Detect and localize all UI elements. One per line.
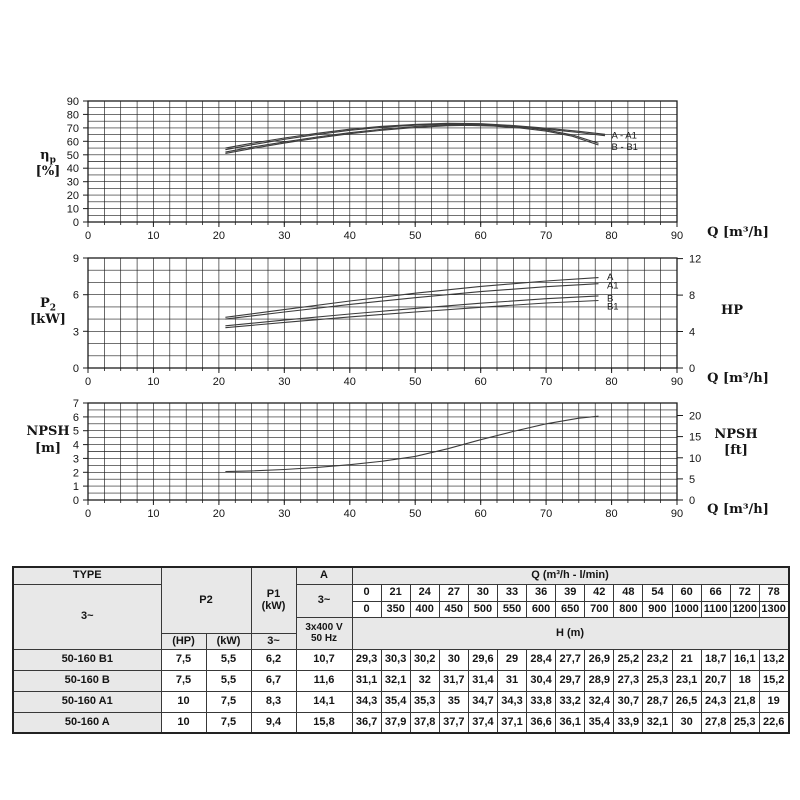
h-value-cell: 15,2: [759, 670, 788, 691]
h-value-cell: 35,4: [585, 712, 614, 733]
q-lmin-value: 600: [527, 601, 556, 617]
q-lmin-value: 500: [468, 601, 497, 617]
amp-cell: 14,1: [296, 691, 352, 712]
p2-axis-label: $P_2$: [39, 296, 57, 314]
svg-text:80: 80: [605, 376, 618, 388]
voltage-label: 3x400 V 50 Hz: [296, 617, 352, 649]
q-lmin-value: 900: [643, 601, 672, 617]
q-m3h-value: 72: [730, 584, 759, 601]
h-value-cell: 33,2: [556, 691, 585, 712]
q-m3h-value: 30: [468, 584, 497, 601]
h-value-cell: 34,3: [497, 691, 526, 712]
svg-text:50: 50: [409, 230, 422, 242]
h-value-cell: 27,7: [556, 649, 585, 670]
table-row: [13, 649, 789, 670]
p1-kw-cell: 6,2: [251, 649, 296, 670]
q-lmin-value: 550: [497, 601, 526, 617]
q-lmin-value: 1100: [701, 601, 730, 617]
amp-cell: 11,6: [296, 670, 352, 691]
svg-text:8: 8: [689, 290, 696, 303]
svg-text:20: 20: [689, 410, 702, 423]
q-m3h-value: 21: [381, 584, 410, 601]
h-value-cell: 31,7: [439, 670, 468, 691]
h-value-cell: 29,3: [352, 649, 381, 670]
svg-text:80: 80: [605, 230, 618, 242]
npsh-ft-axis-unit: [ft]: [724, 443, 748, 458]
h-value-cell: 35: [439, 691, 468, 712]
svg-text:90: 90: [670, 230, 684, 242]
p1-phase-label: 3~: [251, 633, 296, 649]
svg-text:10: 10: [147, 376, 160, 388]
q-m3h-value: 24: [410, 584, 439, 601]
h-value-cell: 35,3: [410, 691, 439, 712]
h-value-cell: 22,6: [759, 712, 788, 733]
h-value-cell: 33,9: [614, 712, 643, 733]
curve-label-B1: B1: [606, 301, 619, 313]
curve-label-A: A - A1: [611, 130, 637, 142]
h-value-cell: 29,7: [556, 670, 585, 691]
h-value-cell: 30: [439, 649, 468, 670]
p2-kw-cell: 5,5: [206, 670, 251, 691]
h-value-cell: 34,7: [468, 691, 497, 712]
svg-text:30: 30: [278, 230, 291, 242]
flow-axis-label-1: Q [m³/h]: [707, 225, 769, 240]
curve-NPSH: [225, 416, 598, 471]
svg-text:70: 70: [539, 376, 553, 388]
h-value-cell: 21,8: [730, 691, 759, 712]
h-value-cell: 37,9: [381, 712, 410, 733]
q-m3h-value: 48: [614, 584, 643, 601]
q-lmin-value: 0: [352, 601, 381, 617]
svg-text:6: 6: [72, 411, 79, 424]
h-value-cell: 30: [672, 712, 701, 733]
svg-text:0: 0: [689, 495, 696, 507]
svg-text:0: 0: [84, 508, 92, 520]
curve-label-B: B: [606, 293, 614, 305]
svg-text:3: 3: [72, 326, 79, 339]
svg-text:0: 0: [84, 230, 92, 242]
q-m3h-value: 78: [759, 584, 788, 601]
curve-A1: [225, 284, 598, 319]
p2-kw-cell: 7,5: [206, 691, 251, 712]
q-lmin-value: 1300: [759, 601, 788, 617]
svg-text:4: 4: [689, 326, 696, 339]
curve-A: [225, 278, 598, 318]
table-row: [13, 691, 789, 712]
h-value-cell: 19: [759, 691, 788, 712]
svg-text:6: 6: [72, 289, 79, 302]
phase-label: 3~: [13, 584, 161, 649]
svg-text:0: 0: [84, 376, 92, 388]
amp-phase-label: 3~: [296, 584, 352, 617]
q-m3h-value: 36: [527, 584, 556, 601]
curve-label-B: B - B1: [611, 141, 638, 153]
curve-B1: [225, 301, 598, 328]
q-m3h-value: 42: [585, 584, 614, 601]
svg-text:50: 50: [409, 508, 422, 520]
h-value-cell: 32,1: [643, 712, 672, 733]
h-value-cell: 27,8: [701, 712, 730, 733]
svg-text:50: 50: [66, 149, 79, 162]
q-m3h-value: 27: [439, 584, 468, 601]
svg-text:0: 0: [72, 495, 79, 507]
type-cell: 50-160 A: [13, 712, 161, 733]
svg-text:80: 80: [605, 508, 618, 520]
h-value-cell: 25,3: [643, 670, 672, 691]
table-row: [13, 712, 789, 733]
efficiency-axis-label: $\eta_p$: [40, 148, 56, 166]
q-m3h-value: 39: [556, 584, 585, 601]
svg-text:40: 40: [66, 163, 79, 176]
svg-text:10: 10: [147, 508, 160, 520]
h-value-cell: 29,6: [468, 649, 497, 670]
h-value-cell: 16,1: [730, 649, 759, 670]
p2-hp-cell: 7,5: [161, 649, 206, 670]
npsh-chart: [20, 395, 790, 528]
h-value-cell: 36,6: [527, 712, 556, 733]
hp-axis-label: HP: [720, 303, 744, 318]
svg-text:15: 15: [689, 431, 702, 444]
h-value-cell: 37,4: [468, 712, 497, 733]
h-header: H (m): [352, 617, 789, 649]
amp-cell: 10,7: [296, 649, 352, 670]
p2-kw-cell: 5,5: [206, 649, 251, 670]
p2-hp-cell: 10: [161, 691, 206, 712]
svg-text:70: 70: [66, 122, 79, 135]
curve-label-A: A: [606, 271, 614, 283]
p2-header: P2: [161, 567, 251, 633]
h-value-cell: 28,9: [585, 670, 614, 691]
type-cell: 50-160 B: [13, 670, 161, 691]
h-value-cell: 34,3: [352, 691, 381, 712]
svg-text:40: 40: [343, 230, 356, 242]
table-row: [13, 670, 789, 691]
h-value-cell: 29: [497, 649, 526, 670]
h-value-cell: 25,3: [730, 712, 759, 733]
h-value-cell: 30,2: [410, 649, 439, 670]
h-value-cell: 18: [730, 670, 759, 691]
svg-text:60: 60: [66, 136, 79, 149]
svg-text:20: 20: [212, 230, 226, 242]
h-value-cell: 23,2: [643, 649, 672, 670]
type-header: TYPE: [13, 567, 161, 584]
type-cell: 50-160 A1: [13, 691, 161, 712]
h-value-cell: 37,8: [410, 712, 439, 733]
q-m3h-value: 54: [643, 584, 672, 601]
npsh-ft-axis-label: NPSH: [714, 427, 758, 442]
svg-text:30: 30: [66, 176, 79, 189]
svg-text:5: 5: [72, 425, 79, 438]
h-value-cell: 31,4: [468, 670, 497, 691]
h-value-cell: 21: [672, 649, 701, 670]
svg-text:10: 10: [66, 203, 79, 216]
svg-text:7: 7: [72, 398, 79, 410]
q-lmin-value: 1200: [730, 601, 759, 617]
power-chart: [20, 250, 790, 396]
q-m3h-value: 33: [497, 584, 526, 601]
q-lmin-value: 350: [381, 601, 410, 617]
q-lmin-value: 700: [585, 601, 614, 617]
efficiency-chart: [20, 92, 790, 246]
q-lmin-value: 400: [410, 601, 439, 617]
h-value-cell: 28,4: [527, 649, 556, 670]
svg-text:70: 70: [539, 508, 553, 520]
q-m3h-value: 60: [672, 584, 701, 601]
svg-text:5: 5: [689, 473, 696, 486]
pump-performance-table: [12, 566, 790, 734]
h-value-cell: 26,5: [672, 691, 701, 712]
svg-text:20: 20: [212, 508, 226, 520]
svg-text:70: 70: [539, 230, 553, 242]
svg-text:3: 3: [72, 453, 79, 466]
svg-text:20: 20: [66, 190, 79, 203]
q-m3h-value: 0: [352, 584, 381, 601]
amp-cell: 15,8: [296, 712, 352, 733]
svg-text:1: 1: [72, 481, 79, 494]
svg-text:0: 0: [72, 363, 79, 375]
svg-text:40: 40: [343, 376, 356, 388]
h-value-cell: 30,7: [614, 691, 643, 712]
h-value-cell: 31,1: [352, 670, 381, 691]
type-cell: 50-160 B1: [13, 649, 161, 670]
svg-text:20: 20: [212, 376, 226, 388]
npsh-axis-label: NPSH: [26, 424, 70, 439]
svg-text:50: 50: [409, 376, 422, 388]
q-lmin-value: 1000: [672, 601, 701, 617]
svg-text:12: 12: [689, 253, 702, 266]
svg-text:10: 10: [147, 230, 160, 242]
p1-kw-cell: 9,4: [251, 712, 296, 733]
amp-header: A: [296, 567, 352, 584]
flow-axis-label-3: Q [m³/h]: [707, 502, 769, 517]
h-value-cell: 32,4: [585, 691, 614, 712]
svg-text:90: 90: [66, 96, 79, 108]
svg-text:60: 60: [474, 376, 487, 388]
p2-hp-cell: 10: [161, 712, 206, 733]
svg-text:60: 60: [474, 508, 487, 520]
svg-text:0: 0: [72, 217, 79, 229]
svg-text:90: 90: [670, 376, 684, 388]
h-value-cell: 23,1: [672, 670, 701, 691]
svg-text:60: 60: [474, 230, 487, 242]
h-value-cell: 37,7: [439, 712, 468, 733]
svg-text:90: 90: [670, 508, 684, 520]
h-value-cell: 24,3: [701, 691, 730, 712]
svg-text:30: 30: [278, 376, 291, 388]
h-value-cell: 36,7: [352, 712, 381, 733]
h-value-cell: 36,1: [556, 712, 585, 733]
h-value-cell: 31: [497, 670, 526, 691]
q-m3h-value: 66: [701, 584, 730, 601]
p1-kw-cell: 8,3: [251, 691, 296, 712]
svg-text:9: 9: [72, 253, 79, 265]
flow-axis-label-2: Q [m³/h]: [707, 371, 769, 386]
h-value-cell: 35,4: [381, 691, 410, 712]
p2-hp-cell: 7,5: [161, 670, 206, 691]
svg-text:2: 2: [72, 467, 79, 480]
h-value-cell: 33,8: [527, 691, 556, 712]
svg-text:0: 0: [689, 363, 696, 375]
h-value-cell: 25,2: [614, 649, 643, 670]
p2-kw-unit: (kW): [206, 633, 251, 649]
q-header: Q (m³/h - l/min): [352, 567, 789, 584]
h-value-cell: 28,7: [643, 691, 672, 712]
p2-axis-unit: [kW]: [30, 312, 66, 327]
h-value-cell: 18,7: [701, 649, 730, 670]
curve-B: [225, 296, 598, 326]
h-value-cell: 20,7: [701, 670, 730, 691]
h-value-cell: 27,3: [614, 670, 643, 691]
svg-text:40: 40: [343, 508, 356, 520]
npsh-axis-unit: [m]: [34, 441, 62, 456]
p2-hp-unit: (HP): [161, 633, 206, 649]
efficiency-axis-unit: [%]: [35, 164, 61, 179]
h-value-cell: 13,2: [759, 649, 788, 670]
h-value-cell: 37,1: [497, 712, 526, 733]
svg-text:4: 4: [72, 439, 79, 452]
q-lmin-value: 450: [439, 601, 468, 617]
curve-label-A1: A1: [606, 280, 619, 292]
p1-kw-cell: 6,7: [251, 670, 296, 691]
q-lmin-value: 650: [556, 601, 585, 617]
h-value-cell: 32,1: [381, 670, 410, 691]
h-value-cell: 26,9: [585, 649, 614, 670]
q-lmin-value: 800: [614, 601, 643, 617]
h-value-cell: 30,3: [381, 649, 410, 670]
p2-kw-cell: 7,5: [206, 712, 251, 733]
svg-text:10: 10: [689, 452, 702, 465]
svg-text:30: 30: [278, 508, 291, 520]
svg-text:80: 80: [66, 109, 79, 122]
p1-header: P1 (kW): [251, 567, 296, 633]
h-value-cell: 32: [410, 670, 439, 691]
h-value-cell: 30,4: [527, 670, 556, 691]
